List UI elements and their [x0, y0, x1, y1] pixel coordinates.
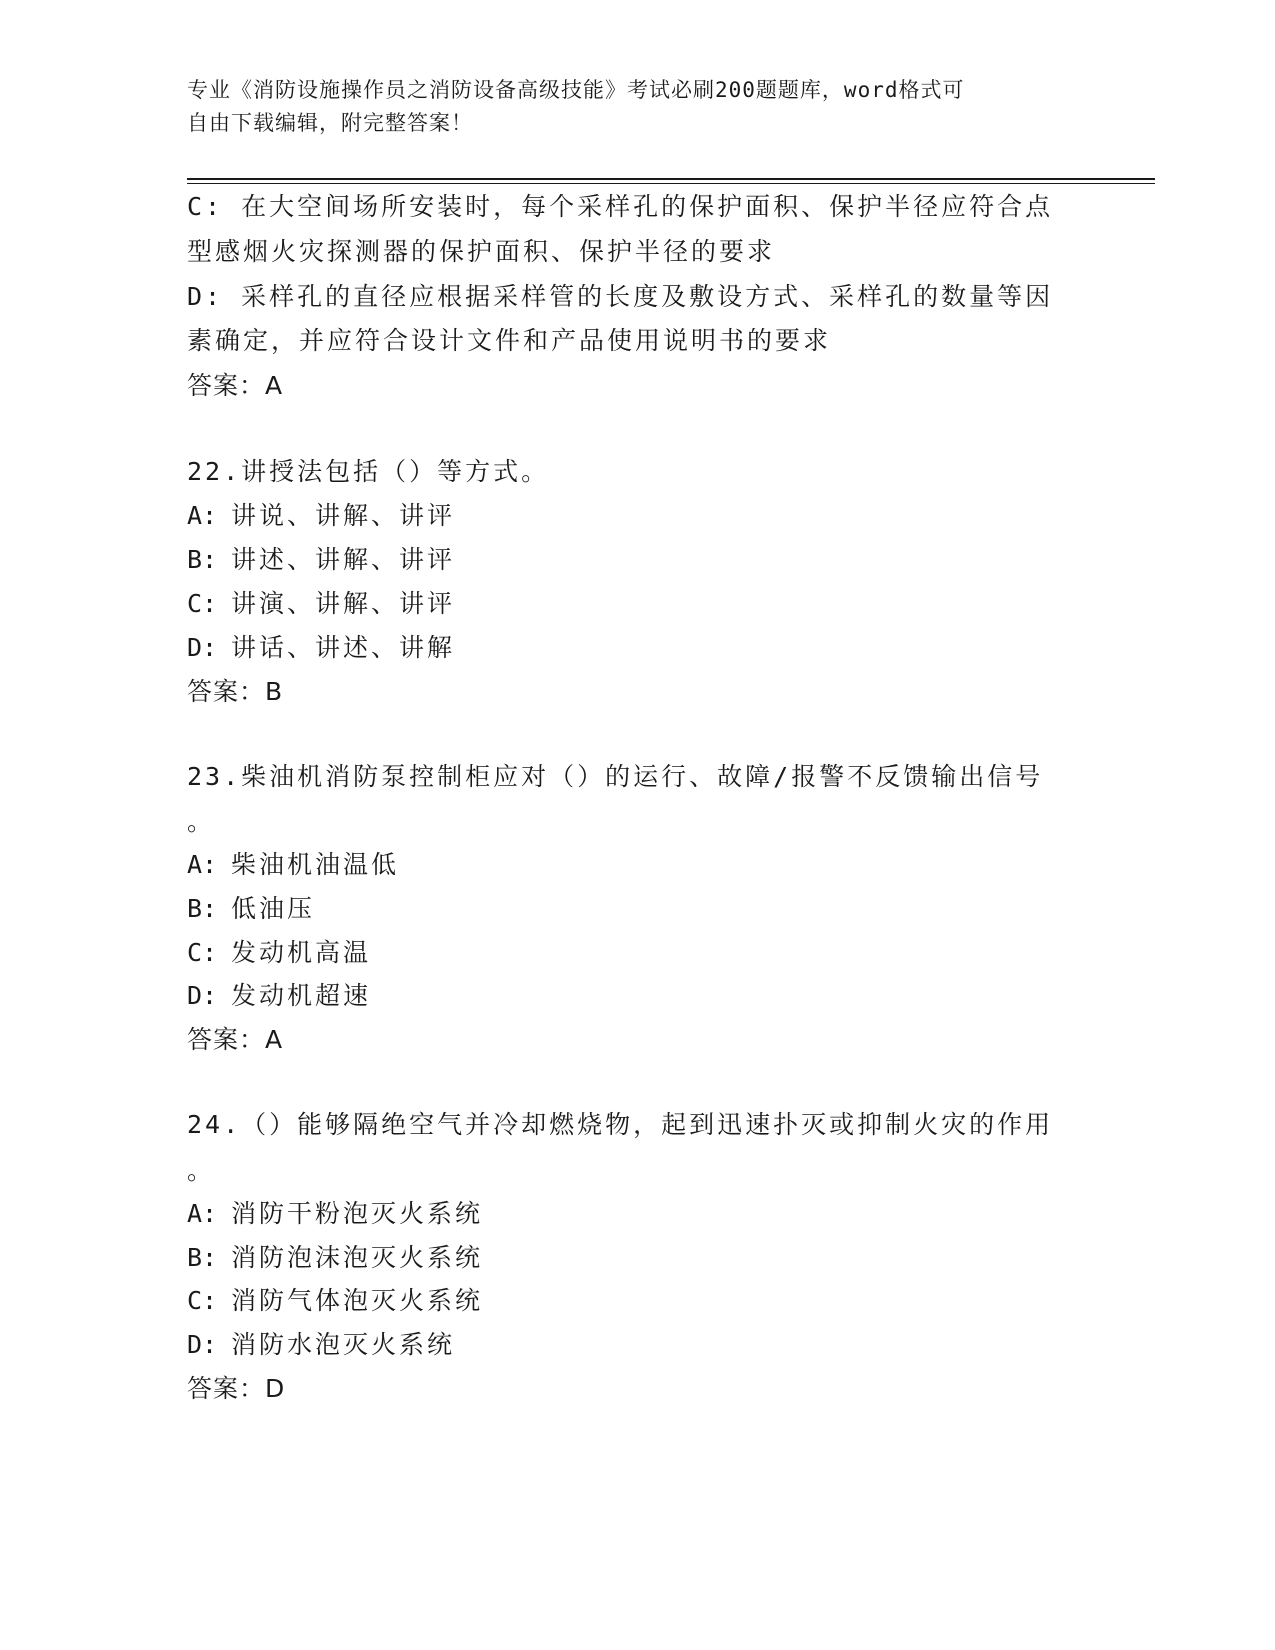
option-letter: B: [187, 545, 218, 574]
q23-question-line-2: 。 [187, 807, 216, 836]
option-letter: A: [187, 1199, 218, 1228]
q21-option-c-line-2: 型感烟火灾探测器的保护面积、保护半径的要求 [187, 237, 776, 266]
option-text: 消防泡沫泡灭火系统 [231, 1243, 484, 1272]
option-text: 发动机超速 [231, 981, 372, 1010]
option-letter: D: [187, 1330, 218, 1359]
q24-option-a [187, 1197, 483, 1231]
q23-option-a [187, 848, 399, 882]
option-letter: D: [187, 981, 218, 1010]
option-letter: C: [187, 589, 218, 618]
option-text: 消防干粉泡灭火系统 [231, 1199, 484, 1228]
option-text: 消防水泡灭火系统 [231, 1330, 456, 1359]
option-text: 讲说、讲解、讲评 [231, 501, 456, 530]
option-letter: B: [187, 894, 218, 923]
option-letter: A: [187, 501, 218, 530]
option-text: 消防气体泡灭火系统 [231, 1286, 484, 1315]
option-text: 讲述、讲解、讲评 [231, 545, 456, 574]
q22-option-a [187, 499, 455, 533]
q24-question-line-1: 24.（）能够隔绝空气并冷却燃烧物，起到迅速扑灭或抑制火灾的作用 [187, 1110, 1054, 1139]
option-text: 低油压 [231, 894, 316, 923]
option-text: 发动机高温 [231, 938, 372, 967]
q24-answer: 答案：D [187, 1374, 286, 1403]
q21-option-c-line-1: C: 在大空间场所安装时，每个采样孔的保护面积、保护半径应符合点 [187, 192, 1054, 221]
q21-answer: 答案：A [187, 371, 284, 400]
option-letter: A: [187, 850, 218, 879]
option-letter: B: [187, 1243, 218, 1272]
q22-option-c [187, 587, 455, 621]
q23-option-b [187, 892, 315, 926]
q24-question-line-2: 。 [187, 1156, 216, 1185]
q24-option-c [187, 1284, 483, 1318]
option-text: 讲话、讲述、讲解 [231, 633, 456, 662]
option-letter: C: [187, 938, 218, 967]
option-letter: C: [187, 1286, 218, 1315]
header-divider-thin [187, 183, 1155, 184]
q22-option-b [187, 543, 455, 577]
q21-option-d-line-2: 素确定，并应符合设计文件和产品使用说明书的要求 [187, 326, 832, 355]
q22-answer: 答案：B [187, 677, 284, 706]
q23-answer: 答案：A [187, 1025, 284, 1054]
q22-question: 22.讲授法包括（）等方式。 [187, 457, 550, 486]
option-letter: D: [187, 633, 218, 662]
q24-option-b [187, 1241, 483, 1275]
q24-option-d [187, 1328, 455, 1362]
q23-option-c [187, 936, 371, 970]
header-line-2: 自由下载编辑，附完整答案！ [187, 111, 473, 135]
q23-option-d [187, 979, 371, 1013]
header-divider-thick [187, 178, 1155, 180]
option-text: 讲演、讲解、讲评 [231, 589, 456, 618]
q21-option-d-line-1: D: 采样孔的直径应根据采样管的长度及敷设方式、采样孔的数量等因 [187, 282, 1054, 311]
option-text: 柴油机油温低 [231, 850, 400, 879]
q22-option-d [187, 631, 455, 665]
header-line-1: 专业《消防设施操作员之消防设备高级技能》考试必刷200题题库，word格式可 [187, 78, 965, 102]
q23-question-line-1: 23.柴油机消防泵控制柜应对（）的运行、故障/报警不反馈输出信号 [187, 762, 1044, 791]
document-header [187, 74, 1087, 140]
